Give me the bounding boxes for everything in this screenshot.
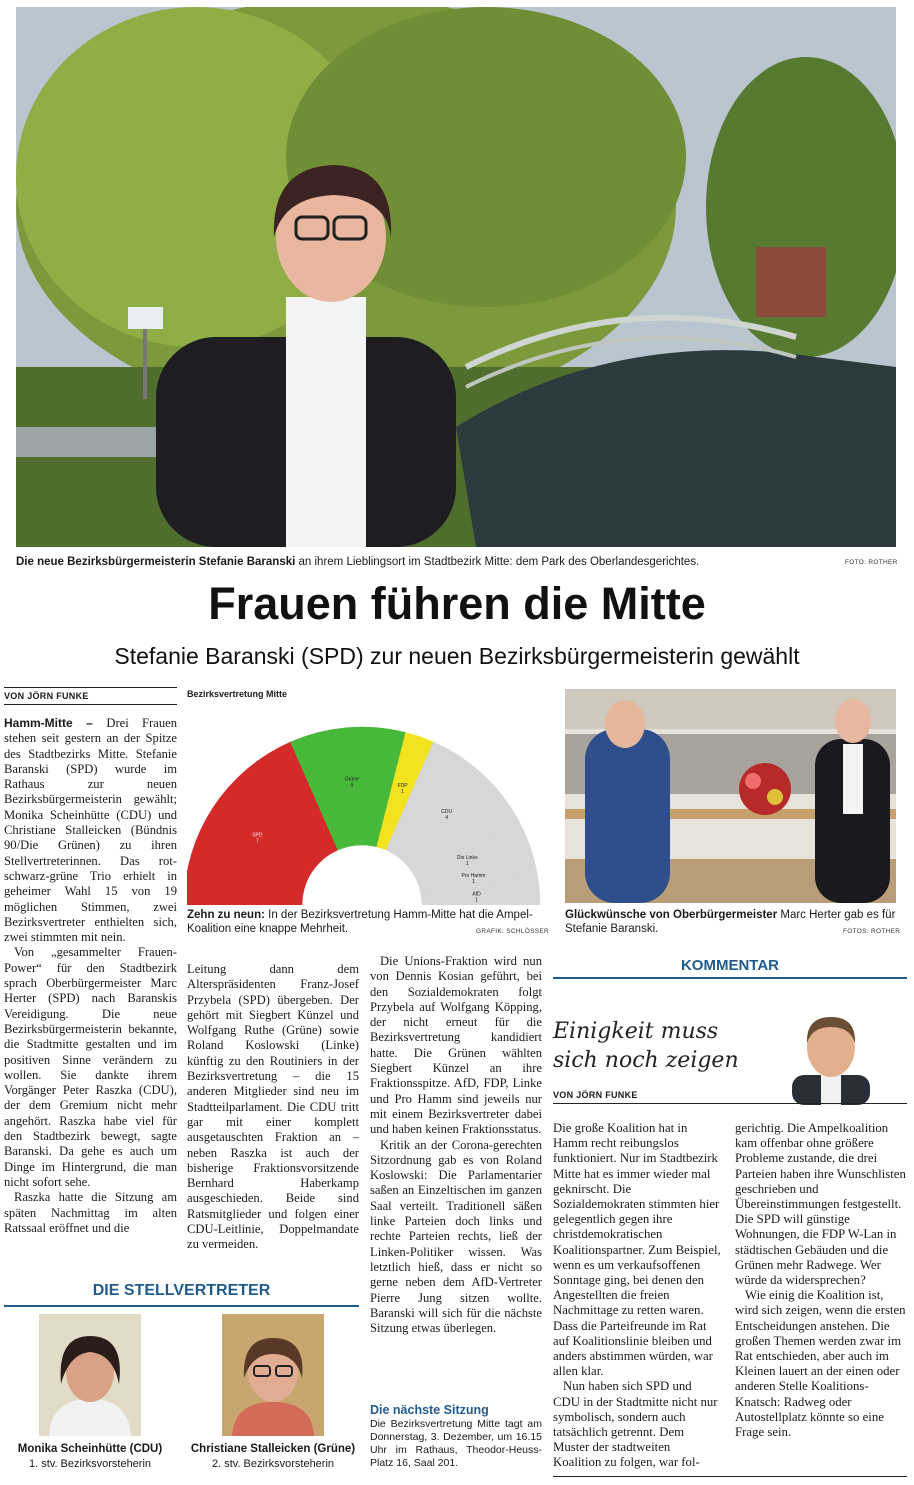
article-dateline: Hamm-Mitte – [4,716,107,730]
chart-value-pro-hamm: 1 [472,878,475,885]
main-photo [16,7,896,547]
commentary-byline: VON JÖRN FUNKE [553,1090,638,1100]
commentary-title [553,1017,739,1075]
photo2-caption-bold: Glückwünsche von Oberbürgermeister [565,909,778,921]
article-paragraph: Raszka hatte die Sitzung am späten Nachmittag im alten Ratssaal eröffnet und die [4,1190,177,1235]
commentary-column-1 [553,1121,721,1471]
chart-value-spd: 7 [255,838,259,845]
chart-label-afd: AfD [472,891,481,898]
chart-caption-bold: Zehn zu neun: [187,909,265,921]
deputy-portrait-2-illustration [222,1314,324,1436]
chart-label-spd: SPD [252,832,263,839]
article-paragraph: Von „gesammelter Frauen-Power“ für den Stadtbezirk sprach Oberbürgermeister Marc Herter (SPD) nach Baranskis Vereidigung. Die neue Bezirksbürgermeisterin bekannte, die Stadtmitte gestalten und im positiven Sinne verändern zu wollen. Sie dankte ihrem Vorgänger Peter Raszka (CDU), der dem Gremium nicht mehr angehört. Raszka habe viel für den Stadtbezirk bewegt, sagte Baranski. Da gehe es auch um Dinge im Hintergrund, die man nicht sofort sehe. [4,945,177,1189]
subheadline: Stefanie Baranski (SPD) zur neuen Bezirksbürgermeisterin gewählt [114,643,800,669]
author-portrait-illustration [784,1005,878,1105]
article-paragraph: Die Unions-Fraktion wird nun von Dennis Kosian geführt, bei den Sozialdemokraten folgt Przybela auf Wolfgang Köpping, der nicht erneut für die Bezirksvertretung kandidiert hatte. Die Grünen wählten Siegbert Künzel an ihre Fraktionsspitze. AfD, FDP, Linke und Pro Hamm sind jeweils nur mit einem Bezirksvertreter dabei und haben keinen Fraktionsstatus. [370,954,542,1137]
main-photo-caption-text: an ihrem Lieblingsort im Stadtbezirk Mitte: dem Park des Oberlandesgerichtes. [295,556,700,568]
deputy-portrait-2 [222,1314,324,1436]
headline: Frauen führen die Mitte [208,578,706,629]
chart-value-afd: 1 [475,897,478,904]
deputy-role-1: 1. stv. Bezirksvorsteherin [28,1458,152,1470]
main-photo-credit: FOTO: ROTHER [845,559,898,566]
chart-value-cdu: 4 [445,815,449,822]
article-paragraph: Leitung dann dem Alterspräsidenten Franz-Josef Przybela (SPD) übergeben. Der gehört mit Siegbert Künzel und Wolfgang Ruthe (Grüne) sowie Roland Koslowski (Linke) künftig zu den Routiniers in der Bezirksvertretung – die 15 anderen Mitglieder sind neu im Stadtteilparlament. Die CDU tritt gar mit einer komplett ausgetauschten Fraktion an – neben Raszka ist auch der bisherige Fraktionsvorsitzende Bernhard Haberkamp ausgeschieden. Beide sind Ratsmitglieder und folgen einer CDU-Leitlinie, Doppelmandate zu vermeiden. [187,962,359,1252]
commentary-paragraph: Wie einig die Koalition ist, wird sich zeigen, wenn die ersten Entscheidungen anstehen. Die großen Themen werden zwar im Rat entschieden, aber auch im Kleinen lauert an der einen oder anderen Stelle Koalitions-Knatsch: Radweg oder Autostellplatz könnte so eine Frage sein. [735,1288,906,1440]
deputy-portrait-1 [39,1314,141,1436]
chart-caption-text: In der Bezirksvertretung Hamm-Mitte hat die Ampel-Koalition eine knappe Mehrheit. [187,909,533,935]
commentary-label: KOMMENTAR [553,957,907,974]
commentary-paragraph: gerichtig. Die Ampelkoalition kam offenbar ohne größere Probleme zustande, die drei Parteien haben ihre Wunschlisten geschrieben und Übereinstimmungen festgestellt. Die SPD will günstige Wohnungen, die FDP W-Lan in städtischen Gebäuden und die Grünen mehr Radwege. Wer würde da widersprechen? [735,1121,906,1288]
article-column-3 [370,954,542,1336]
chart-credit: GRAFIK: SCHLÖSSER [476,928,550,935]
author-portrait [784,1005,878,1105]
commentary-rule-top [553,977,907,979]
next-session-text: Die Bezirksvertretung Mitte tagt am Donnerstag, 3. Dezember, um 16.15 Uhr im Rathaus, Theodor-Heuss-Platz 16, Saal 201. [370,1418,542,1469]
chart-label-cdu: CDU [441,809,453,816]
deputy-name-2: Christiane Stalleicken (Grüne) [190,1443,356,1455]
article-paragraph: Kritik an der Corona-gerechten Sitzordnung gab es von Roland Koslowski: Die Parlamentarier saßen an Einzeltischen im ganzen Saal verteilt. Traditionell säßen linke Parteien doch links und rechte Parteien rechts, ließ der Linken-Politiker wissen. Was letztlich hieß, dass er nicht so gerne neben dem AfD-Vertreter Pierre Jung sitzen wollte. Baranski will sich für die nächste Sitzung etwas überlegen. [370,1137,542,1336]
deputies-title: DIE STELLVERTRETER [92,1282,271,1299]
deputy-portrait-1-illustration [39,1314,141,1436]
article-column-1 [4,716,177,1236]
commentary-title-line2: sich noch zeigen [553,1048,739,1073]
article-byline-rule [4,704,177,705]
congratulation-photo [565,689,896,903]
article-paragraph: Hamm-Mitte – Drei Frauen stehen seit gestern an der Spitze des Stadtbezirks Mitte. Stefanie Baranski (SPD) wurde im Rathaus zur neuen Bezirksbürgermeisterin gewählt; Monika Scheinhütte (CDU) und Christiane Stalleicken (Bündnis 90/Die Grünen) zu ihren Stellvertreterinnen. Das rot-schwarz-grüne Trio erhielt in geheimer Wahl 15 von 19 möglichen Stimmen, zwei Bezirksvertreter enthielten sich, zwei stimmten mit nein. [4,716,178,945]
commentary-column-2 [735,1121,907,1440]
deputy-role-2: 2. stv. Bezirksvorsteherin [211,1458,335,1470]
commentary-paragraph: Die große Koalition hat in Hamm recht reibungslos funktioniert. Nur im Stadtbezirk Mitte hat es immer wieder mal geknirscht. Die Sozialdemokraten stimmten hier gelegentlich gegen ihre christdemokratischen Koalitionspartner. Zum Beispiel, wenn es um verkaufsoffenen Sonntage ging, bei denen den Angestellten die freien Nachmittage zu retten waren. Dass die Parteifreunde im Rat auf Koalitionslinie bleiben und anders abstimmen würden, war allen klar. [553,1121,721,1379]
photo2-credit: FOTOS: ROTHER [843,928,901,935]
commentary-title-line1: Einigkeit muss [553,1019,719,1044]
seat-chart [187,705,542,905]
chart-value-die-linke: 1 [465,860,469,867]
chart-label-grüne: Grüne [344,776,359,783]
chart-value-fdp: 1 [401,788,404,795]
main-photo-caption-bold: Die neue Bezirksbürgermeisterin Stefanie Baranski [16,556,296,568]
chart-label-pro-hamm: Pro Hamm [461,872,486,879]
park-scene-illustration [16,7,896,547]
photo2-caption-text: Marc Herter gab es für Stefanie Baranski. [565,909,896,935]
article-column-2 [187,962,359,1253]
chart-title: Bezirksvertretung Mitte [187,689,288,699]
main-photo-caption [16,555,806,569]
commentary-paragraph: Nun haben sich SPD und CDU in der Stadtmitte nicht nur symbolisch, sondern auch tatsächlich getrennt. Dem Muster der stadtweiten Koalition zu folgen, war fol- [553,1379,718,1470]
next-session-title: Die nächste Sitzung [370,1403,489,1417]
council-hall-illustration [565,689,896,903]
article-top-rule [4,687,177,688]
chart-value-grüne: 4 [350,782,354,789]
article-byline: VON JÖRN FUNKE [4,691,89,701]
commentary-byline-rule [553,1103,907,1104]
commentary-bottom-rule [553,1476,907,1477]
deputies-rule [4,1305,359,1307]
chart-label-die-linke: Die Linke [456,854,478,861]
chart-label-fdp: FDP [397,782,408,789]
deputy-name-1: Monika Scheinhütte (CDU) [17,1443,163,1455]
